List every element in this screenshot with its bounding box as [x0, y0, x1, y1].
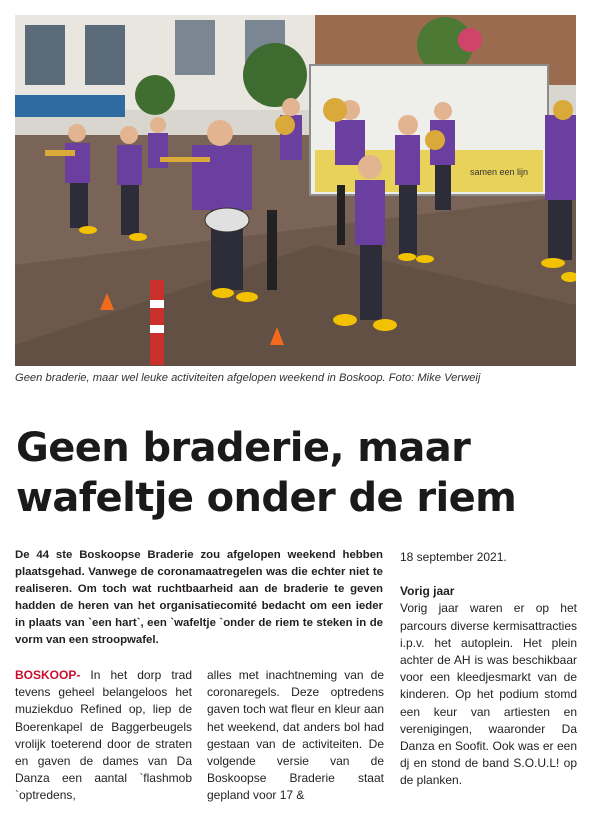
- body-paragraph: alles met inachtneming van de coronaregels. Deze optredens gaven toch wat fleur en kleur aan het weekend, dat anders bol had gestaan van de activiteiten. De volgende versie van de Boskoopse Braderie staat gepland voor 17 &: [207, 668, 384, 803]
- article-lead: De 44 ste Boskoopse Braderie zou afgelopen weekend hebben plaatsgehad. Vanwege de coronamaatregelen was die echter niet te realiseren. Om toch wat ruchtbaarheid aan de braderie te geven hadden de heren van het organisatiecomité bedacht om een ieder in plaats van `een hart`, een `wafeltje `onder de riem te steken in de vorm van een stroopwafel.: [15, 549, 383, 646]
- body-text: In het dorp trad tevens geheel belangeloos het muziekduo Refined op, liep de Boerenkapel de Baggerbeugels vrolijk toeterend door de straten en gaven de dames van Da Danza een aantal `flashmob `optredens,: [15, 668, 192, 803]
- body-paragraph: Vorig jaar waren er op het parcours diverse kermisattracties i.p.v. het autoplein. Het plein achter de AH is was beschikbaar voor een kleedjesmarkt van de kinderen. Op het podium stomd een keur van artiesten en verenigingen, waaronder Da Danza en Soofit. Ook was er een dj en stond de band S.O.U.L! op de planken.: [400, 601, 577, 788]
- section-subhead: Vorig jaar: [400, 584, 455, 599]
- article-headline: Geen braderie, maar wafeltje onder de riem: [16, 425, 517, 521]
- article-photo: [15, 15, 576, 366]
- body-paragraph: [15, 667, 192, 805]
- body-paragraph: 18 september 2021.: [400, 550, 507, 564]
- paragraph-spacer: [400, 566, 577, 583]
- svg-text:samen een lijn: samen een lijn: [470, 167, 529, 177]
- band-photo-illustration: [15, 15, 576, 366]
- dateline: BOSKOOP-: [15, 668, 81, 682]
- photo-caption: Geen braderie, maar wel leuke activiteiten afgelopen weekend in Boskoop. Foto: Mike Verweij: [15, 372, 481, 384]
- body-column-1: [15, 667, 192, 805]
- body-column-2: [207, 667, 384, 805]
- body-column-3: [400, 549, 577, 790]
